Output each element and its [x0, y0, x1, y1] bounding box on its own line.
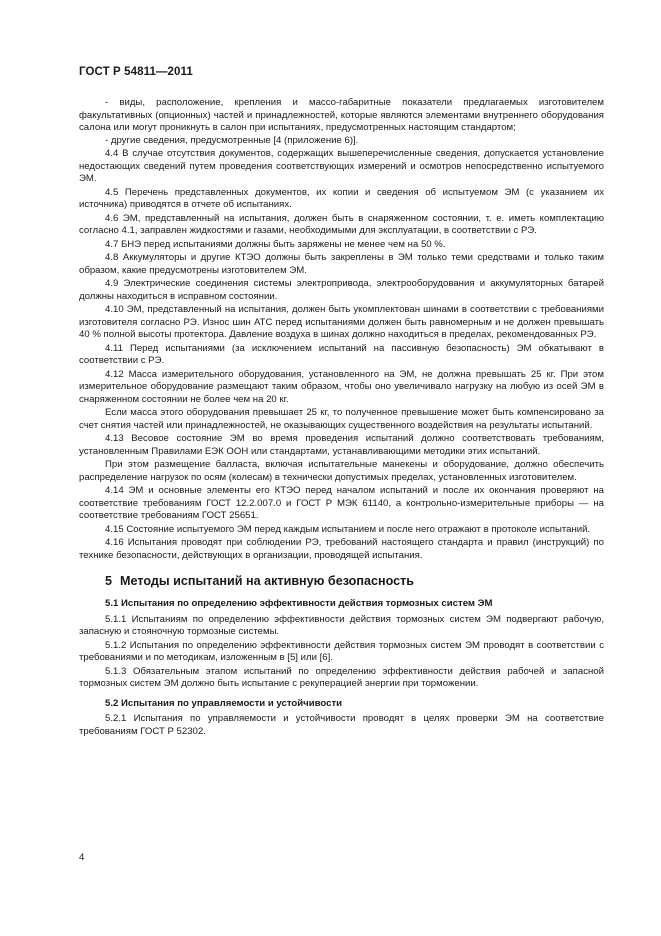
paragraph: 4.9 Электрические соединения системы электропривода, электрооборудования и аккумуляторных батарей должны находиться в исправном состоянии.: [79, 278, 604, 302]
paragraph: 4.15 Состояние испытуемого ЭМ перед каждым испытанием и после него отражают в протоколе испытаний.: [105, 523, 591, 535]
paragraph: 5.1.3 Обязательным этапом испытаний по определению эффективности действия рабочей и запасной тормозных систем ЭМ должно быть испытание с рекуперацией энергии при торможении.: [79, 665, 604, 689]
paragraph: 4.16 Испытания проводят при соблюдении РЭ, требований настоящего стандарта и правил (инструкций) по технике безопасности, действующих в организации, проводящей испытания.: [79, 537, 604, 561]
paragraph: 4.14 ЭМ и основные элементы его КТЭО перед началом испытаний и после их окончания проверяют на соответствие требованиям ГОСТ 12.2.007.0 и ГОСТ Р МЭК 61140, а контрольно-измерительные приборы — на соответствие требованиям ГОСТ 25651.: [79, 485, 604, 521]
paragraph: 4.12 Масса измерительного оборудования, установленного на ЭМ, не должна превышать 25 кг. При этом измерительное оборудование размещают таким образом, чтобы оно увеличивало нагрузку на любую из осей ЭМ в снаряженном состоянии не более чем на 20 кг.: [79, 368, 604, 405]
paragraph: 5.2.1 Испытания по управляемости и устойчивости проводят в целях проверки ЭМ на соответствие требованиям ГОСТ Р 52302.: [79, 713, 604, 737]
paragraph: 5.1.2 Испытания по определению эффективности действия тормозных систем ЭМ проводят в соответствии с требованиями и по методикам, изложенным в [5] или [6].: [79, 639, 604, 663]
paragraph: 4.4 В случае отсутствия документов, содержащих вышеперечисленные сведения, допускается установление недостающих сведений путем проведения соответствующих измерений и осмотров непосредственно испытуемого ЭМ.: [79, 148, 604, 184]
section-title: Методы испытаний на активную безопасность: [120, 574, 415, 588]
page-number: 4: [79, 852, 85, 863]
paragraph: - виды, расположение, крепления и массо-габаритные показатели предлагаемых изготовителем факультативных (опционных) частей и принадлежностей, которые являются элементами внутреннего оборудования салона или могут проникнуть в салон при испытаниях, предусмотренных настоящим стандартом;: [79, 97, 604, 133]
paragraph: При этом размещение балласта, включая испытательные манекены и оборудование, должно обеспечить распределение нагрузок по осям (колесам) в технически допустимых пределах, установленных изготовителем.: [79, 459, 604, 483]
paragraph: 4.13 Весовое состояние ЭМ во время проведения испытаний должно соответствовать требованиям, установленным Правилами ЕЭК ООН или стандартами, устанавливающими методики этих испытаний.: [79, 433, 604, 457]
subsection-heading: 5.2 Испытания по управляемости и устойчивости: [105, 697, 343, 709]
paragraph: 4.10 ЭМ, представленный на испытания, должен быть укомплектован шинами в соответствии с требованиями изготовителя согласно РЭ. Износ шин АТС перед испытаниями должен быть равномерным и не должен превышать 40 % полной высоты протектора. Давление воздуха в шинах должно находиться в пределах, рекомендованных РЭ.: [79, 304, 604, 340]
document-body: [79, 97, 604, 738]
paragraph: 4.5 Перечень представленных документов, их копии и сведения об испытуемом ЭМ (с указанием их источника) приводятся в отчете об испытаниях.: [79, 186, 604, 210]
paragraph: 4.7 БНЭ перед испытаниями должны быть заряжены не менее чем на 50 %.: [105, 238, 446, 250]
subsection-heading: 5.1 Испытания по определению эффективности действия тормозных систем ЭМ: [105, 598, 493, 609]
section-heading: [79, 574, 604, 589]
paragraph: 5.1.1 Испытаниям по определению эффективности действия тормозных систем ЭМ подвергают рабочую, запасную и стояночную тормозные системы.: [79, 613, 604, 637]
document-header-code: ГОСТ Р 54811—2011: [79, 66, 193, 78]
paragraph: - другие сведения, предусмотренные [4 (приложение 6)].: [105, 134, 359, 146]
paragraph: 4.8 Аккумуляторы и другие КТЭО должны быть закреплены в ЭМ только теми средствами и только таким образом, какие предусмотрены изготовителем ЭМ.: [79, 252, 604, 276]
paragraph: Если масса этого оборудования превышает 25 кг, то полученное превышение может быть компенсировано за счет снятия частей или принадлежностей, не оказывающих существенного воздействия на результаты испытаний.: [79, 407, 604, 431]
paragraph: 4.6 ЭМ, представленный на испытания, должен быть в снаряженном состоянии, т. е. иметь комплектацию согласно 4.1, заправлен жидкостями и газами, необходимыми для эксплуатации, в соответствии с РЭ.: [79, 212, 604, 236]
paragraph: 4.11 Перед испытаниями (за исключением испытаний на пассивную безопасность) ЭМ обкатывают в соответствии с РЭ.: [79, 342, 604, 366]
section-number: 5: [105, 574, 113, 588]
